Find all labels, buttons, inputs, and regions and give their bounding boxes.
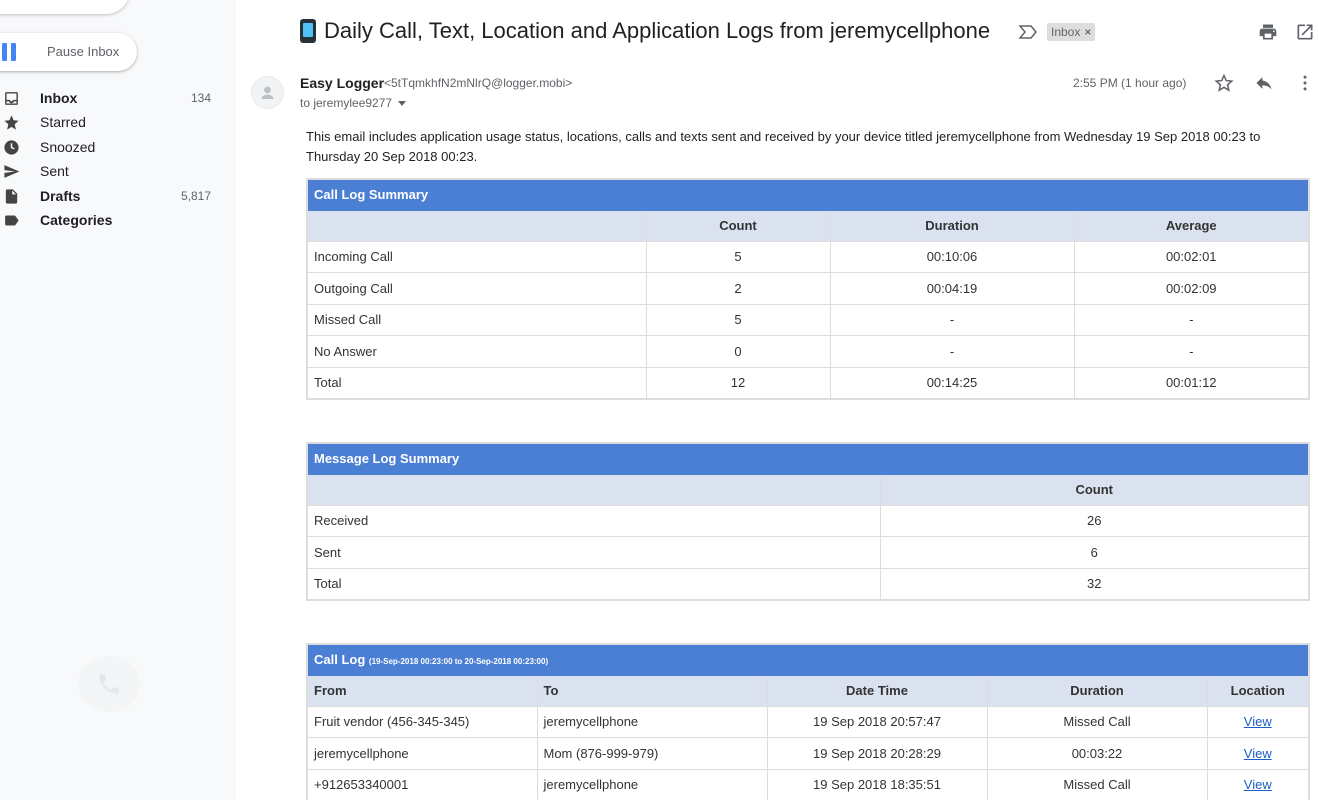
label-icon [3, 212, 20, 229]
table-cell: 32 [880, 568, 1309, 600]
sidebar-item-label: Starred [40, 114, 86, 131]
table-cell [1207, 738, 1309, 770]
clock-icon [3, 139, 20, 156]
table-cell: 5 [646, 304, 830, 336]
sidebar-item-sent[interactable] [0, 159, 236, 183]
column-header: From [307, 675, 537, 706]
open-in-new-window-icon[interactable] [1295, 22, 1315, 42]
table-cell: No Answer [307, 336, 646, 368]
table-cell: Fruit vendor (456-345-345) [307, 706, 537, 738]
column-header: Average [1074, 210, 1309, 241]
column-header: Date Time [767, 675, 987, 706]
table-cell: 00:10:06 [830, 241, 1074, 273]
table-cell: - [1074, 304, 1309, 336]
sidebar-item-drafts[interactable] [0, 184, 236, 208]
table-cell: 00:04:19 [830, 273, 1074, 305]
table-cell: Total [307, 367, 646, 399]
table-cell: Mom (876-999-979) [537, 738, 767, 770]
table-cell: - [830, 304, 1074, 336]
table-cell: Total [307, 568, 880, 600]
table-cell: +912653340001 [307, 769, 537, 800]
table-title [307, 644, 1309, 675]
sender-email: <5tTqmkhfN2mNlrQ@logger.mobi> [384, 76, 573, 90]
sidebar [0, 0, 236, 800]
person-icon [252, 77, 283, 108]
column-header: To [537, 675, 767, 706]
column-header: Count [880, 474, 1309, 505]
table-title: Message Log Summary [307, 443, 1309, 474]
star-icon[interactable] [1214, 73, 1234, 93]
table-cell: 00:01:12 [1074, 367, 1309, 399]
table-cell [1207, 769, 1309, 800]
table-cell: Missed Call [307, 304, 646, 336]
email-timestamp: 2:55 PM (1 hour ago) [1073, 76, 1187, 90]
sidebar-item-label: Categories [40, 211, 113, 228]
drafts-count: 5,817 [180, 188, 211, 203]
pause-inbox-label: Pause Inbox [47, 44, 120, 59]
send-icon [3, 163, 20, 180]
sidebar-nav [0, 86, 236, 232]
table-cell: 19 Sep 2018 20:28:29 [767, 738, 987, 770]
sidebar-item-label: Inbox [40, 90, 78, 106]
table-row [307, 273, 1309, 305]
column-header [307, 474, 880, 505]
message-log-summary-table [306, 442, 1310, 601]
column-header: Duration [987, 675, 1207, 706]
column-header [307, 210, 646, 241]
call-log-table [306, 643, 1310, 800]
table-cell: jeremycellphone [537, 706, 767, 738]
table-cell: 00:14:25 [830, 367, 1074, 399]
table-row [307, 738, 1309, 770]
table-cell: Sent [307, 537, 880, 569]
star-icon [3, 114, 20, 131]
table-cell: - [830, 336, 1074, 368]
email-subject [300, 18, 990, 44]
sidebar-item-snoozed[interactable] [0, 135, 236, 159]
sender-name: Easy Logger [300, 75, 385, 91]
print-icon[interactable] [1258, 22, 1278, 42]
sidebar-item-label: Drafts [40, 187, 81, 204]
sidebar-item-label: Snoozed [40, 138, 96, 155]
pause-icon [2, 43, 18, 61]
hangouts-phone-button[interactable] [78, 656, 140, 712]
table-cell: Received [307, 505, 880, 537]
label-chip-text: Inbox [1051, 25, 1081, 39]
sidebar-item-categories[interactable] [0, 208, 236, 232]
subject-text: Daily Call, Text, Location and Application Logs from jeremycellphone [324, 18, 991, 43]
table-cell: 00:03:22 [987, 738, 1207, 770]
remove-label-icon[interactable]: × [1084, 25, 1092, 39]
more-options-icon[interactable] [1295, 73, 1315, 93]
table-cell: 2 [646, 273, 830, 305]
table-title: Call Log Summary [307, 179, 1309, 210]
recipient-details-toggle[interactable] [300, 96, 406, 110]
view-location-link[interactable]: View [1243, 745, 1272, 761]
table-cell: 19 Sep 2018 18:35:51 [767, 769, 987, 800]
table-cell: 00:02:09 [1074, 273, 1309, 305]
unread-count: 134 [190, 91, 211, 105]
table-row [307, 537, 1309, 569]
table-row [307, 367, 1309, 399]
sidebar-item-label: Sent [40, 163, 69, 180]
table-cell: Incoming Call [307, 241, 646, 273]
column-header: Count [646, 210, 830, 241]
table-row [307, 336, 1309, 368]
recipient-text: to jeremylee9277 [300, 96, 393, 110]
view-location-link[interactable]: View [1243, 714, 1272, 730]
column-header: Location [1207, 675, 1309, 706]
table-row [307, 304, 1309, 336]
inbox-icon [3, 90, 20, 107]
table-cell: Outgoing Call [307, 273, 646, 305]
inbox-label-chip[interactable] [1047, 23, 1095, 41]
table-cell: 6 [880, 537, 1309, 569]
table-cell: 5 [646, 241, 830, 273]
reply-icon[interactable] [1254, 73, 1274, 93]
table-cell: 19 Sep 2018 20:57:47 [767, 706, 987, 738]
table-cell: 12 [646, 367, 830, 399]
table-row [307, 505, 1309, 537]
call-log-summary-table [306, 178, 1310, 400]
table-cell: Missed Call [987, 706, 1207, 738]
mobile-phone-icon [300, 19, 316, 43]
table-cell: Missed Call [987, 769, 1207, 800]
sidebar-item-inbox[interactable] [0, 86, 236, 110]
table-row [307, 241, 1309, 273]
view-location-link[interactable]: View [1243, 777, 1272, 793]
table-row [307, 568, 1309, 600]
table-row [307, 769, 1309, 800]
chevron-down-icon [398, 101, 406, 106]
table-cell [1207, 706, 1309, 738]
call-log-date-range: (19-Sep-2018 00:23:00 to 20-Sep-2018 00:23:00) [368, 657, 549, 667]
column-header: Duration [830, 210, 1074, 241]
call-log-title: Call Log [314, 652, 366, 668]
table-cell: 00:02:01 [1074, 241, 1309, 273]
table-cell: - [1074, 336, 1309, 368]
sender-avatar[interactable] [251, 76, 284, 109]
draft-icon [3, 188, 20, 205]
email-intro-text: This email includes application usage status, locations, calls and texts sent and received by your device titled jeremycellphone from Wednesday 19 Sep 2018 00:23 to Thursday 20 Sep 2018 00:23. [306, 129, 1261, 164]
table-cell: 0 [646, 336, 830, 368]
compose-button[interactable] [0, 0, 130, 14]
table-cell: jeremycellphone [537, 769, 767, 800]
table-row [307, 706, 1309, 738]
table-cell: 26 [880, 505, 1309, 537]
importance-marker-icon[interactable] [1018, 24, 1038, 40]
table-cell: jeremycellphone [307, 738, 537, 770]
phone-icon [96, 671, 122, 697]
pause-inbox-button[interactable] [0, 33, 137, 71]
sidebar-item-starred[interactable] [0, 110, 236, 134]
